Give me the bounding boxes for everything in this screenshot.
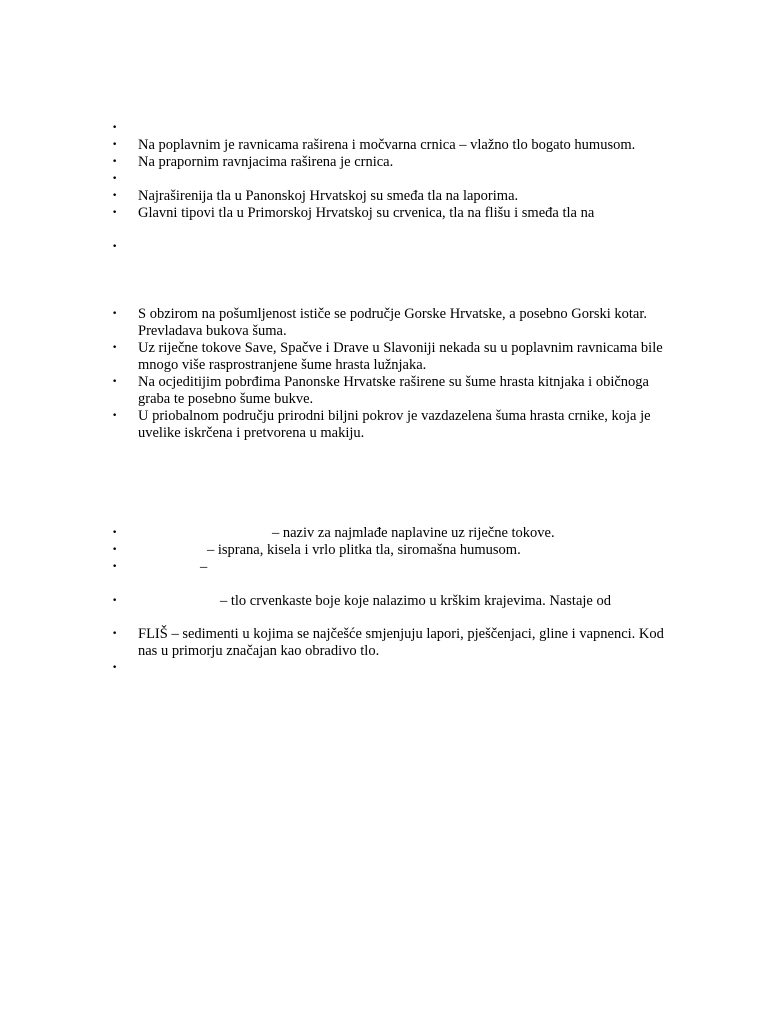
list-item — [112, 542, 672, 559]
bullet-icon: • — [112, 377, 118, 387]
list-item — [112, 374, 672, 408]
bullet-icon: • — [112, 629, 118, 639]
list-item — [112, 137, 672, 154]
list-item-text: S obzirom na pošumljenost ističe se područje Gorske Hrvatske, a posebno Gorski kotar. Prevladava bukova šuma. — [138, 306, 648, 339]
list-item — [112, 188, 672, 205]
list-item-text: Glavni tipovi tla u Primorskoj Hrvatskoj su crvenica, tla na flišu i smeđa tla na — [138, 205, 595, 221]
bullet-icon: • — [112, 309, 118, 319]
bullet-icon: • — [112, 562, 118, 572]
list-item-text: Na prapornim ravnjacima raširena je crnica. — [138, 154, 394, 170]
bullet-icon: • — [112, 528, 118, 538]
bullet-icon: • — [112, 123, 118, 133]
list-item-text: Uz riječne tokove Save, Spačve i Drave u Slavoniji nekada su u poplavnim ravnicama bile mnogo više rasprostranjene šume hrasta lužnjaka. — [138, 340, 663, 373]
list-item-text: – tlo crvenkaste boje koje nalazimo u krškim krajevima. Nastaje od — [220, 593, 611, 609]
bullet-icon: • — [112, 545, 118, 555]
list-item-text: Na poplavnim je ravnicama raširena i močvarna crnica – vlažno tlo bogato humusom. — [138, 137, 636, 153]
list-item — [112, 626, 672, 660]
bullet-icon: • — [112, 208, 118, 218]
list-item — [112, 525, 672, 542]
list-item-text: FLIŠ – sedimenti u kojima se najčešće smjenjuju lapori, pješčenjaci, gline i vapnenci. Kod nas u primorju značajan kao obradivo tlo. — [138, 626, 664, 659]
list-item — [112, 205, 672, 222]
bullet-icon: • — [112, 174, 118, 184]
list-item-text: U priobalnom području prirodni biljni pokrov je vazdazelena šuma hrasta crnike, koja je uvelike iskrčena i pretvorena u makiju. — [138, 408, 651, 441]
bullet-icon: • — [112, 596, 118, 606]
list-item — [112, 593, 672, 610]
list-item-text: – — [200, 559, 208, 575]
list-item — [112, 306, 672, 340]
bullet-icon: • — [112, 343, 118, 353]
list-item — [112, 154, 672, 171]
bullet-icon: • — [112, 663, 118, 673]
bullet-icon: • — [112, 157, 118, 167]
list-item-text: – isprana, kisela i vrlo plitka tla, siromašna humusom. — [207, 542, 521, 558]
bullet-icon: • — [112, 191, 118, 201]
list-item-text: Najraširenija tla u Panonskoj Hrvatskoj su smeđa tla na laporima. — [138, 188, 519, 204]
list-item — [112, 408, 672, 442]
bullet-icon: • — [112, 140, 118, 150]
list-item — [112, 340, 672, 374]
bullet-icon: • — [112, 242, 118, 252]
list-item-text: Na ocjeditijim pobrđima Panonske Hrvatske raširene su šume hrasta kitnjaka i običnoga graba te posebno šume bukve. — [138, 374, 649, 407]
list-item-text: – naziv za najmlađe naplavine uz riječne tokove. — [272, 525, 555, 541]
list-item — [112, 559, 672, 576]
bullet-icon: • — [112, 411, 118, 421]
